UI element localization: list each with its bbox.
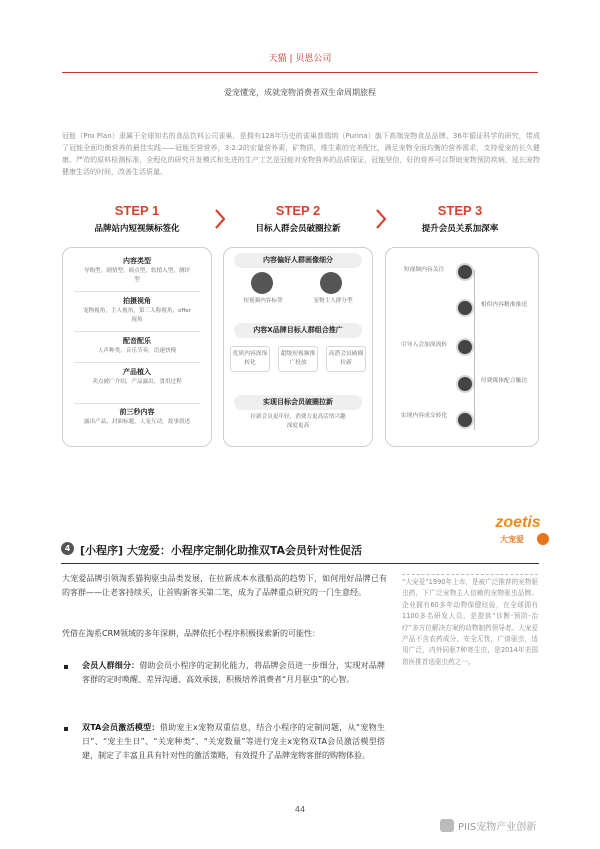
step-1-header bbox=[62, 203, 212, 241]
step-2-label: STEP 2 bbox=[275, 203, 321, 218]
step1-section-title: 前三秒内容 bbox=[119, 408, 155, 416]
page-number: 44 bbox=[294, 805, 306, 814]
step2-left-label: 短视频内容标签 bbox=[243, 298, 283, 304]
step2-pill-2: 内容X品牌目标人群组合推广 bbox=[234, 323, 362, 338]
bullet-item-2 bbox=[82, 721, 385, 763]
bullet-2-text: 借助宠主x宠物双重信息，结合小程序的定制问题，从“宠物生日”、“宠主生日”、“关宠种类”、“关宠数量”等进行宠主x宠物双TA会员激活模型搭建，制定了丰富且具有针对性的激活策略，有效提升了品牌宠物客群的购物体验。 bbox=[82, 723, 385, 760]
video-tag-icon bbox=[251, 272, 273, 294]
step1-section-title: 内容类型 bbox=[123, 257, 151, 265]
step-3-subtitle: 提升会员关系加深率 bbox=[421, 224, 499, 234]
step1-section-text: 卖点被广介绍，产品露出，食用过程 bbox=[92, 379, 182, 385]
transaction-icon bbox=[456, 411, 474, 429]
bullet-icon bbox=[64, 727, 68, 731]
logo-wordmark: zoetis bbox=[495, 514, 541, 531]
section-paragraph-1: 大宠爱品牌引领淘系猫狗驱虫品类发展，在拉新成本水涨船高的趋势下，如何用好品牌已有的客群——让老客持续买，让首购新客买第二笔，成为了品牌重点研究的一门生意经。 bbox=[62, 574, 387, 597]
member-icon bbox=[456, 338, 474, 356]
recommend-icon bbox=[456, 299, 474, 317]
step3-label: 实现内容成交转化 bbox=[400, 413, 448, 419]
step2-box-1: 优质内容深饰转化 bbox=[230, 346, 270, 372]
step1-section-text: 露出产品，封面标题，人宠互动，故事叙述 bbox=[83, 419, 191, 425]
section-number-badge: 4 bbox=[61, 542, 74, 555]
logo-cn: 大宠爱 bbox=[500, 535, 524, 544]
divider bbox=[74, 403, 200, 404]
bullet-item-1 bbox=[82, 659, 385, 687]
sidebar-rule bbox=[402, 574, 538, 575]
step-1-label: STEP 1 bbox=[114, 203, 160, 218]
step3-timeline bbox=[474, 270, 475, 430]
divider bbox=[74, 331, 200, 332]
header-brand: 天猫 | 贝恩公司 bbox=[268, 54, 332, 64]
step2-pill-1: 内容偏好人群画像细分 bbox=[234, 253, 362, 268]
bullet-1-bold: 会员人群细分： bbox=[82, 661, 140, 670]
zoetis-logo bbox=[486, 514, 550, 552]
wechat-icon bbox=[440, 819, 454, 832]
section-title: [小程序] 大宠爱：小程序定制化助推双TA会员针对性促活 bbox=[80, 544, 363, 557]
step1-section-text: 导购型，剧情型，痛点型，软植入型，测评型 bbox=[83, 268, 191, 283]
watermark: PIIS宠物产业创新 bbox=[458, 822, 537, 833]
step-2-subtitle: 目标人群会员破圈拉新 bbox=[255, 224, 341, 234]
header-rule bbox=[62, 72, 538, 73]
step-1-subtitle: 品牌站内短视频标签化 bbox=[94, 224, 180, 234]
divider bbox=[74, 362, 200, 363]
bullet-1-text: 借助会员小程序的定制化能力，将品牌会员进一步细分，实现对品牌客群的定时唤醒、差异沟通、高效承接，积极培养消费者“月月驱虫”的心智。 bbox=[82, 661, 386, 684]
step1-section-title: 拍摄视角 bbox=[123, 297, 151, 305]
step-3-label: STEP 3 bbox=[437, 203, 483, 218]
step3-label: 短视频内容关注 bbox=[403, 267, 445, 273]
pet-owner-icon bbox=[320, 272, 342, 294]
step-3-header bbox=[385, 203, 535, 241]
step1-section-title: 产品植入 bbox=[123, 368, 151, 376]
step3-label: 相似内容精准推送 bbox=[480, 302, 528, 308]
media-icon bbox=[456, 375, 474, 393]
step2-box-2: 超级短视频推广投放 bbox=[278, 346, 318, 372]
step2-pill-3: 实现目标会员破圈拉新 bbox=[234, 395, 362, 410]
header-subtitle: 爱宠懂宠，成就宠物消费者双生命周期旅程 bbox=[224, 88, 376, 97]
step1-section-text: 宠物视角，主人视角，第三人称视角，offer视角 bbox=[82, 308, 192, 323]
video-icon bbox=[456, 263, 474, 281]
section-rule bbox=[61, 563, 539, 564]
bullet-icon bbox=[64, 665, 68, 669]
divider bbox=[74, 291, 200, 292]
step1-section-title: 配音配乐 bbox=[123, 337, 151, 345]
step1-section-text: 人声种类，音乐节奏，语速快慢 bbox=[97, 348, 177, 354]
step-2-header bbox=[223, 203, 373, 241]
step2-box-3: 高潜会员破圈拉新 bbox=[326, 346, 366, 372]
step3-label: 引导入会加深流转 bbox=[400, 342, 448, 348]
sidebar-note: “大宠爱”1990年上市，是被广泛推荐的宠物驱虫药，下广泛宠物主人信赖的宠物驱虫品牌。企业拥有60多年动物保健经验，在全球拥有1100多名研发人员，是提供“诊断-预防-治疗”多方位解决方案的动物制药领导者。大宠爱产品不含农药成分，安全无忧，广谱驱虫，适用广泛，内外同驱7种寄生虫，是2014年美国兽医推首选驱虫药之一。 bbox=[402, 578, 538, 666]
intro-paragraph: 冠能（Pro Plan）隶属于全球知名的食品饮料公司雀巢，是拥有128年历史的雀巢普瑞纳（Purina）旗下高端宠物食品品牌。36年循证科学的研究，带成了冠能全面均衡营养的最佳实践——冠能至营营养，3:2:2的宏量营养素，矿物质，维生素的完美配比，满足宠物全面均衡的营养需求，支持爱宠的长久健康。严苛的原料检测标准，全程化的研究开发模式和先进的生产工艺是冠能对宠物营养的品质保证，冠能坚信，好的营养可以帮助宠物预防疾病，延长宠物健康生活的时间，改善生活质量。 bbox=[62, 132, 540, 176]
step2-right-label: 宠物主人群分型 bbox=[313, 298, 353, 304]
step2-result-text: 拉新会员更年轻，消费力更高活情兴趣深度更高 bbox=[250, 414, 346, 429]
paw-icon bbox=[537, 533, 549, 545]
section-paragraph-2: 凭借在淘系CRM领域的多年深耕，品牌依托小程序积极探索新的可能性： bbox=[62, 629, 321, 638]
bullet-2-bold: 双TA会员激活模型： bbox=[82, 723, 160, 732]
step3-label: 付费媒体配合触达 bbox=[480, 378, 528, 384]
